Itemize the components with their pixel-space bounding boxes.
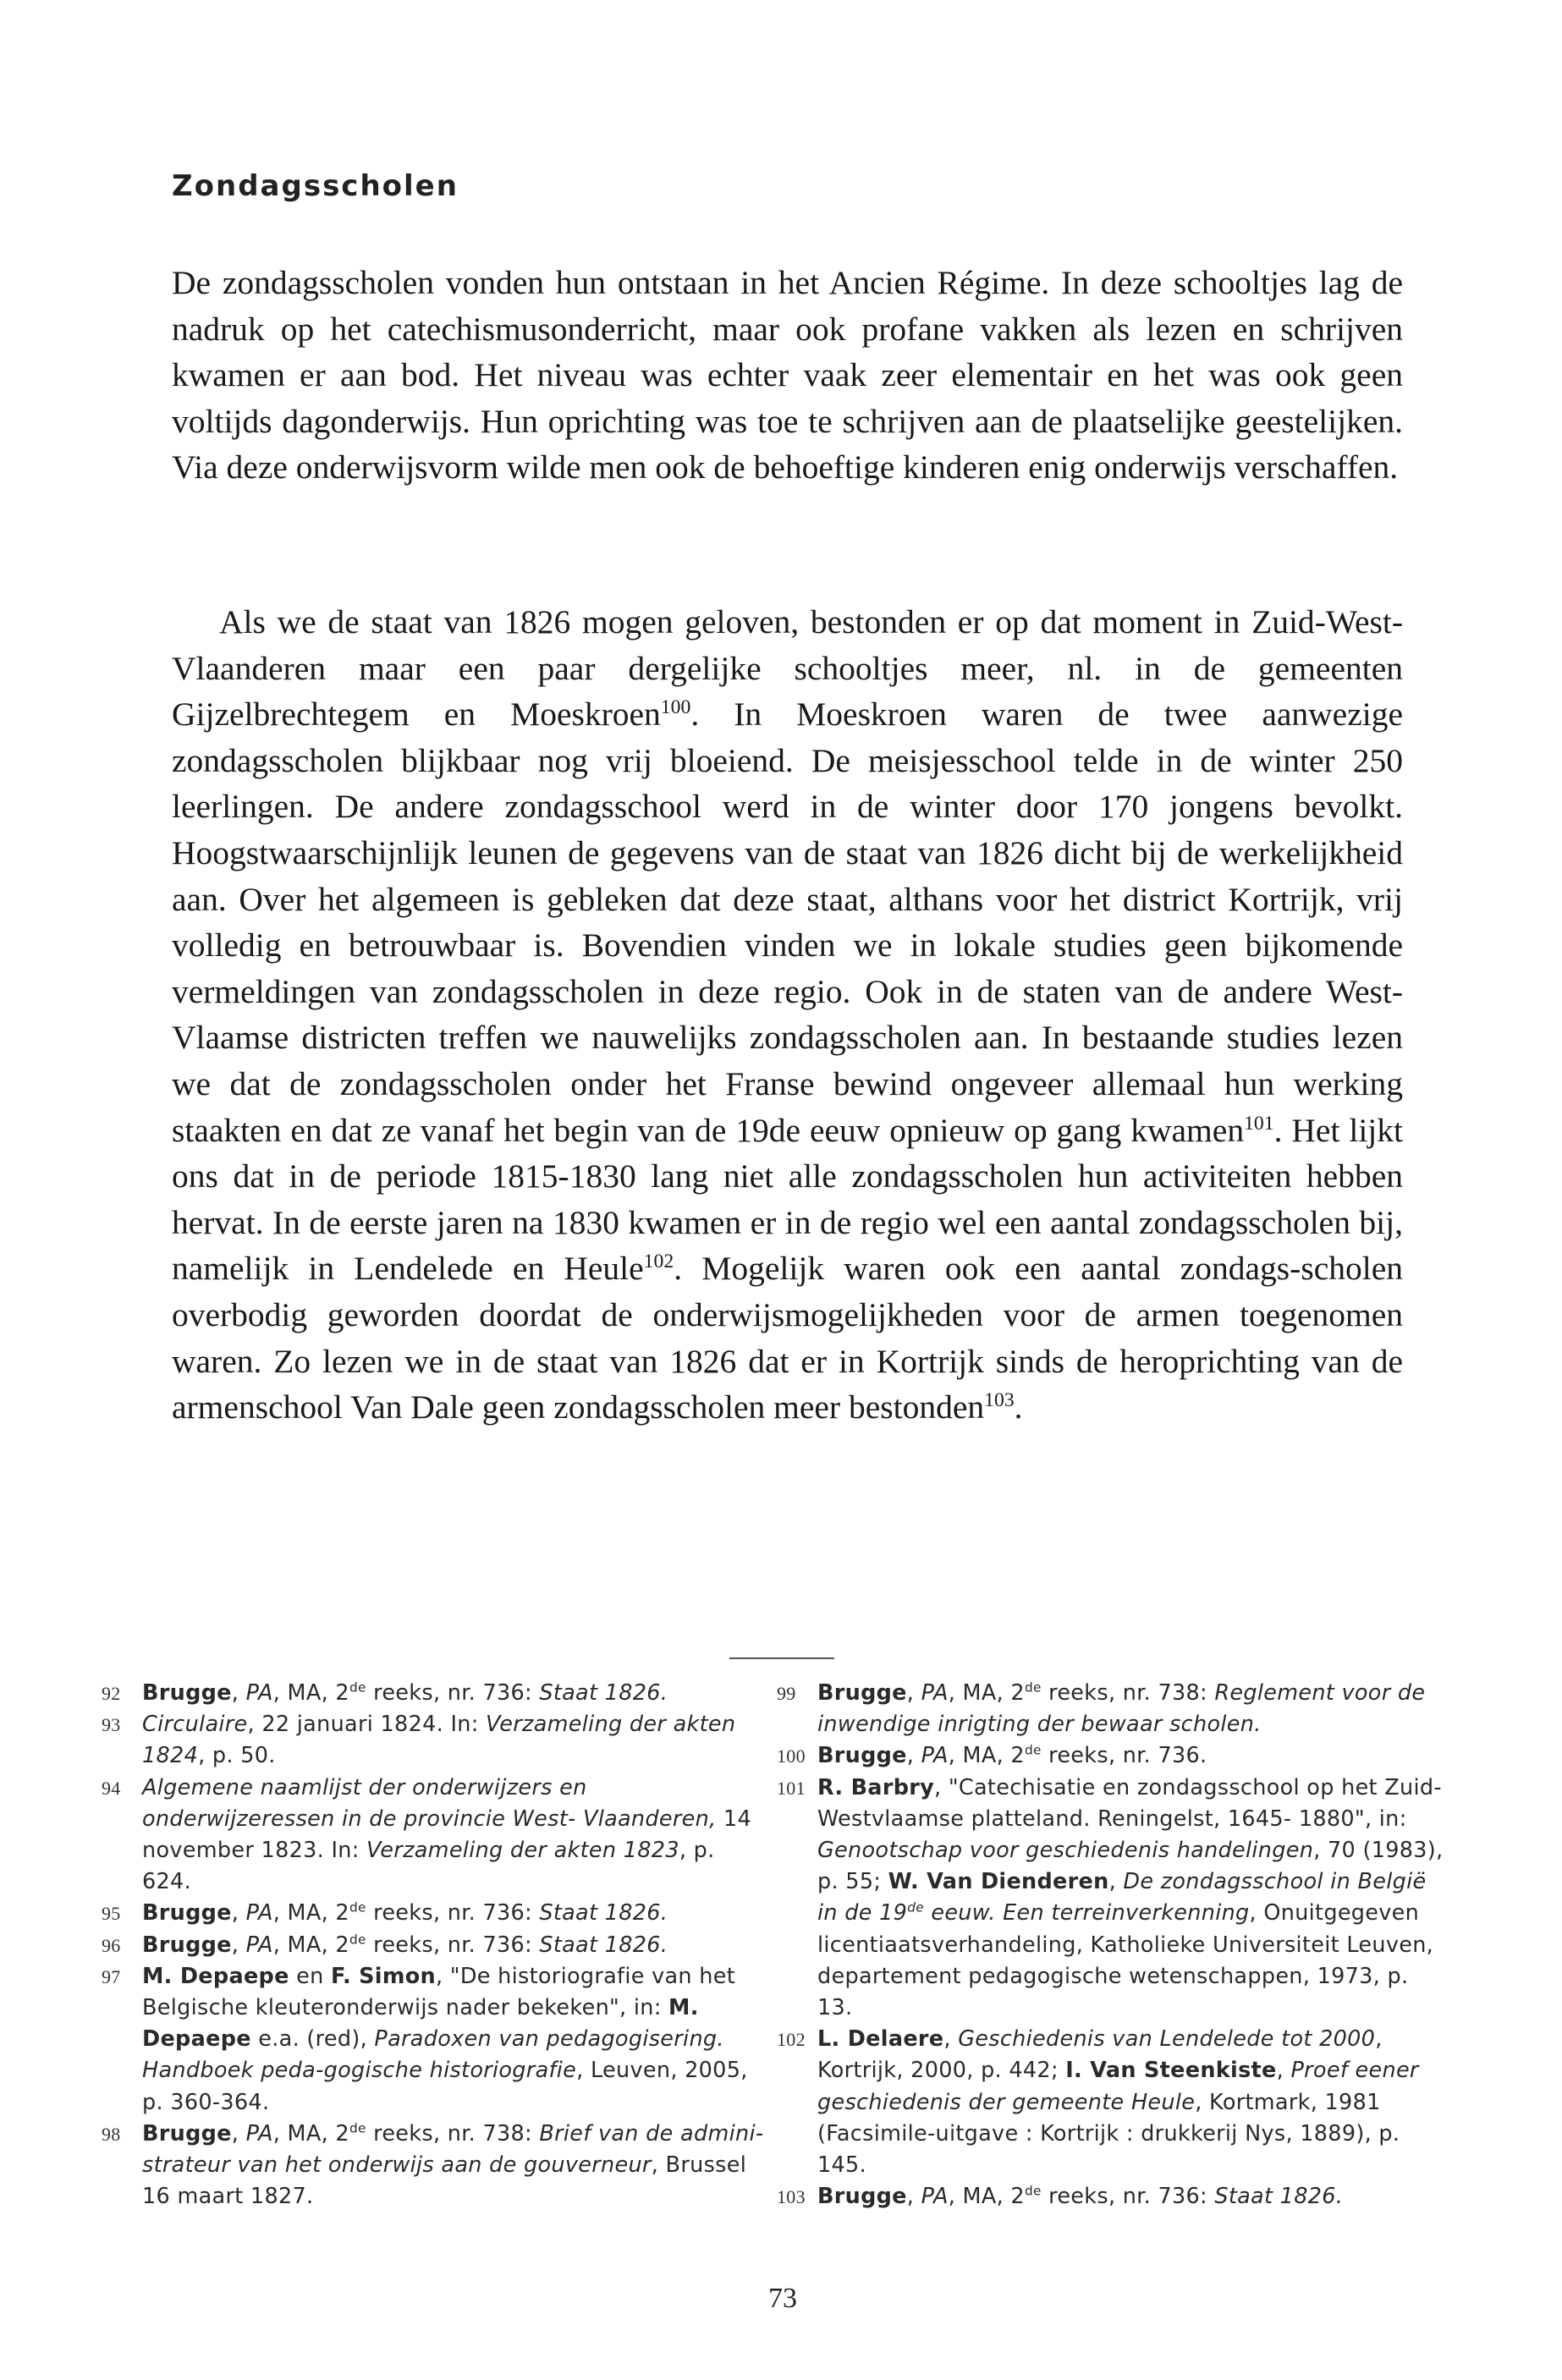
footnote-fragment: ,: [943, 2026, 959, 2053]
footnotes-left-column: [102, 1678, 770, 2212]
footnote-fragment: R. Barbry: [817, 1774, 935, 1800]
footnote-fragment: ,: [231, 1680, 246, 1706]
footnote-number: 93: [102, 1714, 121, 1736]
footnote-fragment: ,: [906, 1743, 921, 1769]
footnote-fragment: , 70 (1983), p. 55;: [817, 1838, 1444, 1895]
footnote-fragment: eeuw. Een terreinverkenning: [923, 1900, 1250, 1927]
footnote-fragment: ,: [1108, 1869, 1124, 1895]
footnote-number: 99: [777, 1683, 796, 1704]
footnote: [777, 1740, 1445, 1772]
footnote-fragment: Brugge: [142, 2120, 232, 2146]
footnote-fragment: L. Delaere: [817, 2026, 944, 2053]
footnote-fragment: , MA, 2: [272, 1680, 349, 1706]
footnote-fragment: Brugge: [142, 1680, 232, 1706]
footnote-fragment: , "Catechisatie en zondagsschool op het Zuid-Westvlaamse platteland. Reningelst, 1645- 1880", in:: [817, 1774, 1442, 1832]
footnote-text: [142, 1898, 770, 1929]
footnote-ref-101: 101: [1244, 1112, 1274, 1135]
footnote-fragment: Brugge: [817, 1680, 907, 1706]
footnote-fragment: Proef eener geschiedenis der gemeente Heule: [817, 2058, 1419, 2115]
footnote-number: 96: [102, 1934, 121, 1956]
paragraph-text: . In Moeskroen waren de twee aanwezige zondagsscholen blijkbaar nog vrij bloeiend. De meisjesschool telde in de winter 250 leerlingen. De andere zondagsschool werd in de winter door 170 jongens bevolkt. Hoogstwaarschijnlijk leunen de gegevens van de staat van 1826 dicht bij de werkelijkheid aan. Over het algemeen is gebleken dat deze staat, althans voor het district Kortrijk, vrij volledig en betrouwbaar is. Bovendien vinden we in lokale studies geen bijkomende vermeldingen van zondagsscholen in deze regio. Ook in de staten van de andere West-Vlaamse districten treffen we nauwelijks zondagsscholen aan. In bestaande studies lezen we dat de zondagsscholen onder het Franse bewind ongeveer allemaal hun werking staakten en dat ze vanaf het begin van de 19de eeuw opnieuw op gang kwamen: [172, 695, 1403, 1149]
footnote-fragment: de: [349, 1899, 366, 1916]
footnote-text: [142, 1773, 770, 1899]
footnote-fragment: de: [349, 1932, 366, 1948]
footnote-fragment: Staat 1826.: [539, 1900, 668, 1927]
footnote-text: [817, 1740, 1445, 1772]
footnote-ref-103: 103: [984, 1388, 1015, 1411]
footnote-fragment: PA: [921, 1743, 949, 1769]
footnote-fragment: Paradoxen van pedagogisering. Handboek peda-gogische historiografie: [142, 2026, 724, 2084]
footnote-fragment: , Leuven, 2005, p. 360-364.: [142, 2058, 748, 2115]
footnote-fragment: , MA, 2: [948, 2184, 1025, 2210]
footnote-fragment: Brugge: [142, 1932, 232, 1958]
footnote-fragment: Reglement voor de inwendige inrigting der bewaar scholen.: [817, 1680, 1426, 1738]
footnote-fragment: Staat 1826.: [1214, 2184, 1344, 2210]
footnote-fragment: de: [349, 2120, 366, 2136]
footnote: [102, 1930, 770, 1961]
footnote-fragment: de: [1024, 1679, 1042, 1696]
footnote-fragment: Algemene naamlijst der onderwijzers en onderwijzeressen in de provincie West- Vlaanderen,: [142, 1774, 717, 1832]
footnote-fragment: , Kortrijk, 2000, p. 442;: [817, 2026, 1383, 2084]
footnote: [102, 2119, 770, 2213]
footnote-fragment: F. Simon: [330, 1963, 436, 1989]
footnote-number: 101: [777, 1777, 806, 1799]
footnote-number: 97: [102, 1965, 121, 1987]
footnote-fragment: 14 november 1823. In:: [142, 1806, 751, 1864]
footnote-fragment: Verzameling der akten 1824: [142, 1712, 736, 1769]
footnote-number: 100: [777, 1745, 806, 1767]
footnote-fragment: ,: [1276, 2058, 1291, 2084]
footnote-fragment: PA: [245, 1680, 273, 1706]
section-heading: Zondagsscholen: [172, 169, 459, 203]
footnote: [777, 1773, 1445, 2025]
footnote-fragment: , p. 624.: [142, 1838, 715, 1895]
footnote-fragment: , p. 50.: [198, 1743, 276, 1769]
footnote: [102, 1898, 770, 1929]
footnote-fragment: Staat 1826.: [539, 1680, 668, 1706]
footnote-text: [817, 1773, 1445, 2025]
footnote-fragment: Verzameling der akten 1823: [366, 1838, 679, 1864]
footnote-fragment: , Brussel 16 maart 1827.: [142, 2152, 747, 2210]
footnote-number: 103: [777, 2186, 806, 2208]
footnote-fragment: Brugge: [817, 2184, 907, 2210]
footnote-fragment: reeks, nr. 738:: [366, 2120, 540, 2146]
footnote-fragment: , MA, 2: [272, 2120, 349, 2146]
footnote-ref-102: 102: [643, 1250, 674, 1273]
footnote-fragment: de: [1024, 1742, 1042, 1758]
footnote-fragment: M. Depaepe: [142, 1995, 699, 2053]
footnote-number: 102: [777, 2029, 806, 2051]
paragraph-text: . Mogelijk waren ook een aantal zondags-scholen overbodig geworden doordat de onderwijsmogelijkheden voor de armen toegenomen waren. Zo lezen we in de staat van 1826 dat er in Kortrijk sinds de heroprichting van de armenschool Van Dale geen zondagsscholen meer bestonden: [172, 1250, 1403, 1426]
footnote-fragment: ,: [906, 2184, 921, 2210]
paragraph-text: . Het lijkt ons dat in de periode 1815-1830 lang niet alle zondagsscholen hun activiteiten hebben hervat. In de eerste jaren na 1830 kwamen er in de regio wel een aantal zondagsscholen bij, namelijk in Lendelede en Heule: [172, 1111, 1403, 1288]
footnote-number: 98: [102, 2123, 121, 2145]
paragraph-2: [172, 599, 1403, 1431]
footnote-fragment: Brugge: [817, 1743, 907, 1769]
footnote-fragment: Brugge: [142, 1900, 232, 1927]
footnote-text: [142, 2119, 770, 2213]
footnote-fragment: reeks, nr. 736.: [1041, 1743, 1207, 1769]
footnote-fragment: PA: [921, 2184, 949, 2210]
footnotes-right-column: [777, 1678, 1445, 2212]
footnote-fragment: PA: [245, 1900, 273, 1927]
footnote-fragment: W. Van Dienderen: [888, 1869, 1109, 1895]
footnote-fragment: reeks, nr. 736:: [366, 1932, 540, 1958]
footnote-text: [817, 2181, 1445, 2212]
footnote-fragment: Brief van de admini-strateur van het onderwijs aan de gouverneur: [142, 2120, 764, 2179]
footnote-fragment: reeks, nr. 736:: [1041, 2184, 1215, 2210]
footnote: [102, 1773, 770, 1899]
paragraph-text: Als we de staat van 1826 mogen geloven, bestonden er op dat moment in Zuid-West-Vlaanderen maar een paar dergelijke schooltjes meer, nl. in de gemeenten Gijzelbrechtegem en Moeskroen: [172, 603, 1403, 734]
footnote-fragment: , "De historiografie van het Belgische kleuteronderwijs nader bekeken", in:: [142, 1963, 736, 2021]
footnote-number: 94: [102, 1777, 121, 1799]
footnote-text: [142, 1678, 770, 1709]
footnote-fragment: , MA, 2: [272, 1900, 349, 1927]
footnote-fragment: e.a. (red),: [250, 2026, 375, 2053]
footnote-fragment: I. Van Steenkiste: [1065, 2058, 1277, 2084]
footnote-fragment: Circulaire: [142, 1712, 248, 1738]
footnote-fragment: Geschiedenis van Lendelede tot 2000: [958, 2026, 1376, 2053]
page-number: 73: [768, 2283, 797, 2314]
footnote-fragment: PA: [921, 1680, 949, 1706]
footnote-fragment: Staat 1826.: [539, 1932, 668, 1958]
footnote-text: [142, 1709, 770, 1772]
footnote: [102, 1961, 770, 2119]
footnote-fragment: reeks, nr. 738:: [1041, 1680, 1215, 1706]
footnote-fragment: ,: [231, 2120, 246, 2146]
footnote-fragment: , MA, 2: [948, 1743, 1025, 1769]
footnote-fragment: , MA, 2: [272, 1932, 349, 1958]
footnote-fragment: ,: [231, 1900, 246, 1927]
footnote-fragment: ,: [231, 1932, 246, 1958]
footnote: [102, 1709, 770, 1772]
footnote-fragment: reeks, nr. 736:: [366, 1680, 540, 1706]
footnote-text: [817, 1678, 1445, 1740]
paragraph-text: .: [1014, 1388, 1023, 1426]
footnote-fragment: , Onuitgegeven licentiaatsverhandeling, Katholieke Universiteit Leuven, departement pedagogische wetenschappen, 1973, p. 13.: [817, 1900, 1434, 2021]
paragraph-1: De zondagsscholen vonden hun ontstaan in het Ancien Régime. In deze schooltjes lag de nadruk op het catechismusonderricht, maar ook profane vakken als lezen en schrijven kwamen er aan bod. Het niveau was echter vaak zeer elementair en het was ook geen voltijds dagonderwijs. Hun oprichting was toe te schrijven aan de plaatselijke geestelijken. Via deze onderwijsvorm wilde men ook de behoeftige kinderen enig onderwijs verschaffen.: [172, 264, 1403, 486]
footnote-text: [817, 2024, 1445, 2181]
footnote-fragment: de: [907, 1899, 924, 1916]
footnote-fragment: reeks, nr. 736:: [366, 1900, 540, 1927]
footnote-text: [142, 1930, 770, 1961]
footnote-separator: [729, 1657, 834, 1659]
footnote-ref-100: 100: [660, 696, 691, 719]
footnote-fragment: ,: [906, 1680, 921, 1706]
footnote-fragment: Genootschap voor geschiedenis handelingen: [817, 1838, 1314, 1864]
footnote-fragment: en: [289, 1963, 331, 1989]
footnote-fragment: , 22 januari 1824. In:: [247, 1712, 487, 1738]
footnote-number: 95: [102, 1903, 121, 1925]
footnote: [777, 1678, 1445, 1740]
footnote-fragment: de: [1024, 2183, 1042, 2199]
footnote-fragment: PA: [245, 2120, 273, 2146]
footnote: [777, 2024, 1445, 2181]
footnote-text: [142, 1961, 770, 2119]
footnote-fragment: , Kortmark, 1981 (Facsimile-uitgave : Kortrijk : drukkerij Nys, 1889), p. 145.: [817, 2089, 1400, 2179]
footnote: [777, 2181, 1445, 2212]
footnote-fragment: , MA, 2: [948, 1680, 1025, 1706]
footnote: [102, 1678, 770, 1709]
footnote-fragment: M. Depaepe: [142, 1963, 289, 1989]
footnote-fragment: de: [349, 1679, 366, 1696]
footnote-fragment: De zondagsschool in België in de 19: [817, 1869, 1427, 1927]
footnote-fragment: PA: [245, 1932, 273, 1958]
footnote-number: 92: [102, 1683, 121, 1704]
